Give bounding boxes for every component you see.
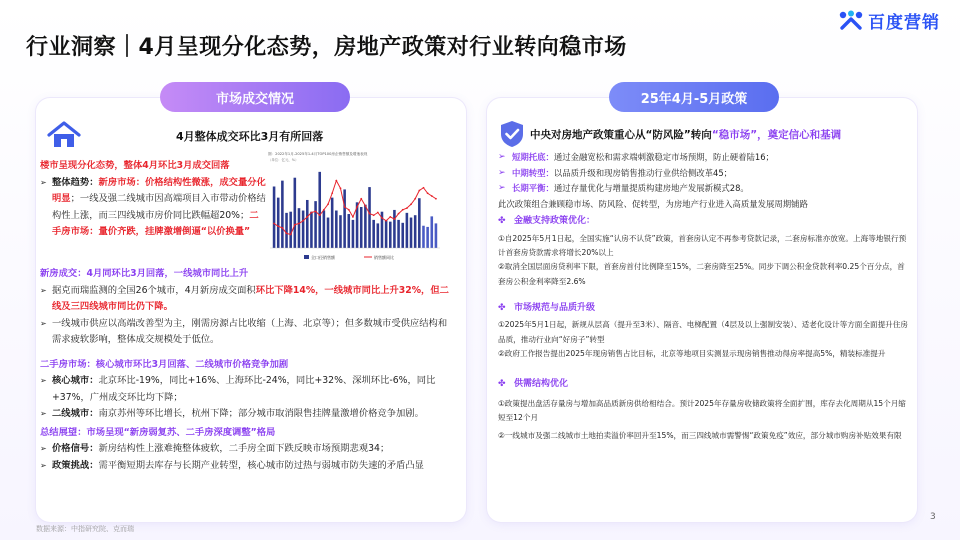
chart-yoy-point — [294, 224, 296, 226]
arrow-bullet-icon: ➢ — [498, 183, 506, 194]
chart-yoy-point — [323, 209, 325, 211]
new-home-item-1 — [40, 283, 456, 316]
chart-yoy-point — [281, 227, 283, 229]
chart-heading: 图：2022年1月-2025年1-4月TOP100房企销售额及增速表现 — [268, 152, 368, 156]
chart-yoy-point — [418, 190, 420, 192]
short-term-text: 通过金融宽松和需求端刺激稳定市场预期，防止硬着陆16； — [553, 152, 774, 162]
house-icon — [46, 120, 82, 150]
chart-yoy-point — [377, 212, 379, 214]
policy-heading — [530, 127, 841, 142]
chart-yoy-point — [311, 212, 313, 214]
arrow-bullet-icon: ➢ — [498, 152, 506, 162]
core-city-label: 核心城市： — [52, 375, 99, 386]
summary-heading: 总结展望：市场呈现“新房弱复苏、二手房深度调整”格局 — [40, 426, 276, 438]
chart-bar — [377, 223, 380, 248]
policy-challenge-item — [40, 458, 456, 475]
policy-heading-post: ，奠定信心和基调 — [757, 129, 842, 141]
paw-logo-icon — [838, 10, 864, 32]
second-city-label: 二线城市： — [52, 408, 99, 419]
chart-bar — [318, 172, 321, 248]
mid-term-label: 中期转型： — [512, 167, 554, 178]
price-signal-label: 价格信号： — [52, 443, 99, 454]
chart-yoy-point — [414, 198, 416, 200]
finance-item-1: ①自2025年5月1日起，全国实施“认房不认贷”政策，首套房认定不再参考贷款记录，二套房标准亦放宽。上海等地银行预计首套房贷款需求将增长20%以上 — [498, 233, 907, 258]
chart-bar — [426, 227, 429, 248]
chart-bar — [306, 200, 309, 248]
supply-heading: 供需结构优化 — [514, 378, 569, 389]
chart-bar — [277, 198, 280, 248]
core-city-text: 北京环比-19%，同比+16%、上海环比-24%，同比+32%、深圳环比-6%，同比+37%，广州成交环比均下降； — [52, 375, 436, 403]
chart-bar — [339, 215, 342, 248]
price-signal-item — [40, 441, 456, 458]
supply-item-2: ②一线城市及强二线城市土地拍卖溢价率回升至15%，而三四线城市需警惕“政策免疫”效应，部分城市购房补贴效果有限 — [498, 430, 902, 440]
policy-heading-highlight: “稳市场” — [711, 129, 758, 141]
policy-summary: 此次政策组合兼顾稳市场、防风险、促转型，为房地产行业进入高质量发展周期铺路 — [498, 198, 808, 209]
supply-text: 一线城市供应以高端改善型为主，刚需房源占比收缩（上海、北京等）；但多数城市受供应结构和需求疲软影响，整体成交规模处于低位。 — [52, 317, 448, 345]
chart-bar — [389, 222, 392, 248]
pin-icon: ✤ — [498, 216, 506, 227]
page-number: 3 — [930, 512, 936, 522]
chart-yoy-point — [402, 209, 404, 211]
second-city-text: 南京苏州等环比增长，杭州下降；部分城市取消限售挂牌量激增价格竞争加剧。 — [98, 408, 424, 419]
baidu-marketing-logo — [838, 8, 940, 33]
policy-pill-label: 25年4月-5月政策 — [609, 82, 779, 112]
chart-yoy-point — [286, 233, 288, 235]
left-bottom-text — [40, 266, 456, 474]
chart-bar — [406, 213, 409, 248]
chart-bar — [343, 189, 346, 248]
quality-item-2: ②政府工作报告提出2025年现房销售占比目标，北京等地项目实测显示现房销售推动得房率提高5%，精装标准提升 — [498, 348, 886, 358]
chart-yoy-point — [306, 216, 308, 218]
chart-yoy-point — [315, 211, 317, 213]
finance-heading: 金融支持政策优化： — [514, 216, 596, 227]
arrow-bullet-icon: ➢ — [40, 318, 47, 328]
quality-heading: 市场规范与品质升级 — [514, 302, 596, 313]
chart-bar — [314, 201, 317, 248]
chart-yoy-point — [277, 225, 279, 227]
new-home-heading: 新房成交：4月同环比3月回落，一线城市同比上升 — [40, 268, 249, 279]
chart-yoy-point — [431, 195, 433, 197]
chart-yoy-point — [290, 234, 292, 236]
quality-item-1: ①2025年5月1日起，新规从层高（提升至3米）、隔音、电梯配置（4层及以上强制安装）、适老化设计等方面全面提升住房品质，推动行业向“好房子”转型 — [498, 320, 908, 344]
arrow-bullet-icon: ➢ — [40, 460, 47, 470]
supply-item-1: ①政策提出盘活存量房与增加高品质新房供给相结合。预计2025年存量房收储政策将全面扩围，库存去化周期从15个月缩短至12个月 — [498, 398, 906, 422]
chart-yoy-point — [369, 213, 371, 215]
arrow-bullet-icon: ➢ — [40, 376, 47, 385]
policy-challenge-label: 政策挑战： — [52, 459, 99, 471]
chart-axis-note: （单位：亿元、%） — [268, 158, 299, 162]
finance-item-2: ②取消全国层面房贷利率下限，首套房首付比例降至15%，二套房降至25%。同步下调公积金贷款利率0.25个百分点，首套房公积金利率降至2.6% — [498, 262, 905, 286]
chart-bar — [335, 211, 338, 248]
policy-item-mid — [498, 166, 912, 182]
chart-bar — [327, 218, 330, 248]
chart-bar — [289, 212, 292, 248]
second-hand-heading: 二手房市场：核心城市环比3月回落、二线城市价格竞争加剧 — [40, 358, 289, 370]
price-signal-text: 新房结构性上涨难掩整体疲软，二手房全面下跌反映市场预期悲观34； — [98, 443, 390, 454]
chart-bar — [418, 198, 421, 248]
new-home-highlight: 环比下降14%，一线城市同比上升32%，但二线及三四线城市同比仍下降。 — [52, 284, 449, 312]
chart-yoy-point — [394, 218, 396, 220]
chart-bar — [393, 210, 396, 248]
chart-bar — [281, 181, 284, 248]
trend-new-home: 新房市场：价格结构性微涨，成交量分化明显 — [52, 176, 266, 204]
chart-bar — [410, 218, 413, 248]
chart-yoy-point — [373, 214, 375, 216]
chart-yoy-point — [298, 223, 300, 225]
chart-yoy-point — [435, 198, 437, 200]
trend-item — [40, 175, 266, 241]
chart-bar — [302, 211, 305, 248]
mid-term-text: 以品质升级和现房销售推动行业供给侧改革45； — [553, 167, 733, 178]
long-term-label: 长期平衡： — [512, 183, 554, 194]
chart-yoy-point — [348, 209, 350, 211]
policy-item-long — [498, 181, 912, 197]
chart-yoy-point — [389, 216, 391, 218]
chart-bar — [368, 187, 371, 248]
chart-yoy-point — [360, 198, 362, 200]
trend-label: 整体趋势： — [52, 176, 99, 188]
trend-heading: 楼市呈现分化态势，整体4月环比3月成交回落 — [40, 160, 230, 171]
data-source: 数据来源：中指研究院、克而瑞 — [36, 525, 134, 533]
policy-content — [498, 150, 912, 443]
arrow-bullet-icon: ➢ — [498, 167, 506, 178]
chart-bar — [323, 211, 326, 248]
chart-bar — [385, 220, 388, 248]
chart-bar — [273, 187, 276, 249]
core-city-item — [40, 373, 456, 406]
chart-yoy-point — [319, 214, 321, 216]
chart-yoy-point — [331, 192, 333, 194]
left-top-text — [40, 158, 266, 241]
legend-bar-label: 全口径销售额 — [311, 254, 335, 260]
second-city-item — [40, 406, 456, 423]
legend-line-label: 销售额同比 — [374, 254, 394, 260]
chart-yoy-point — [410, 203, 412, 205]
page-title: 行业洞察｜4月呈现分化态势，房地产政策对行业转向稳市场 — [26, 35, 627, 60]
chart-yoy-point — [302, 220, 304, 222]
pin-icon: ✤ — [498, 378, 506, 389]
chart-bar — [397, 220, 400, 248]
chart-bar — [435, 223, 438, 248]
arrow-bullet-icon: ➢ — [40, 444, 47, 453]
chart-bar — [422, 226, 425, 248]
logo-text: 百度营销 — [868, 13, 940, 33]
arrow-bullet-icon: ➢ — [40, 409, 47, 418]
chart-yoy-point — [335, 180, 337, 182]
policy-item-short — [498, 150, 912, 166]
chart-yoy-point — [381, 217, 383, 219]
chart-bar — [285, 213, 288, 248]
chart-bar — [352, 220, 355, 248]
trend-second-hand: 二手房市场：量价齐跌，挂牌激增倒逼“以价换量” — [52, 209, 259, 237]
chart-yoy-point — [385, 220, 387, 222]
chart-bar — [294, 178, 297, 248]
chart-yoy-point — [340, 187, 342, 189]
chart-yoy-point — [356, 206, 358, 208]
chart-yoy-point — [364, 205, 366, 207]
chart-bar — [430, 216, 433, 248]
policy-heading-pre: 中央对房地产政策重心从“防风险”转向 — [530, 129, 712, 141]
chart-yoy-point — [352, 216, 354, 218]
new-home-text: 据克而瑞监测的全国26个城市，4月新房成交面积 — [52, 284, 256, 296]
chart-bar — [372, 220, 375, 248]
quality-section — [498, 301, 912, 317]
chart-yoy-point — [406, 207, 408, 209]
chart-title: 4月整体成交环比3月有所回落 — [176, 130, 324, 143]
chart-bar — [298, 208, 301, 248]
legend-bar-swatch — [304, 255, 309, 259]
trend-text: ；一线及强二线城市因高端项目入市带动价格结构性上涨，而三四线城市房价同比跌幅超20%； — [52, 193, 266, 221]
market-pill-label: 市场成交情况 — [160, 82, 350, 112]
policy-challenge-text: 需平衡短期去库存与长期产业转型，核心城市防过热与弱城市防失速的矛盾凸显 — [98, 459, 424, 471]
arrow-bullet-icon: ➢ — [40, 177, 47, 187]
chart-bar — [360, 207, 363, 248]
sales-chart — [264, 148, 444, 266]
chart-yoy-point — [398, 213, 400, 215]
chart-yoy-point — [423, 187, 425, 189]
long-term-text: 通过存量优化与增量提质构建房地产发展新模式28。 — [553, 183, 749, 194]
chart-yoy-point — [427, 192, 429, 194]
finance-section — [498, 214, 912, 230]
chart-bar — [310, 212, 313, 248]
new-home-item-2 — [40, 316, 456, 349]
shield-check-icon — [498, 119, 526, 149]
chart-bar — [401, 223, 404, 248]
chart-bar — [347, 214, 350, 248]
supply-section — [498, 377, 912, 393]
chart-bar — [364, 205, 367, 248]
chart-bar — [414, 215, 417, 248]
chart-yoy-point — [273, 223, 275, 225]
chart-bar — [331, 198, 334, 248]
pin-icon: ✤ — [498, 302, 506, 313]
short-term-label: 短期托底： — [512, 152, 554, 162]
chart-yoy-point — [344, 206, 346, 208]
chart-yoy-point — [327, 203, 329, 205]
arrow-bullet-icon: ➢ — [40, 285, 47, 295]
